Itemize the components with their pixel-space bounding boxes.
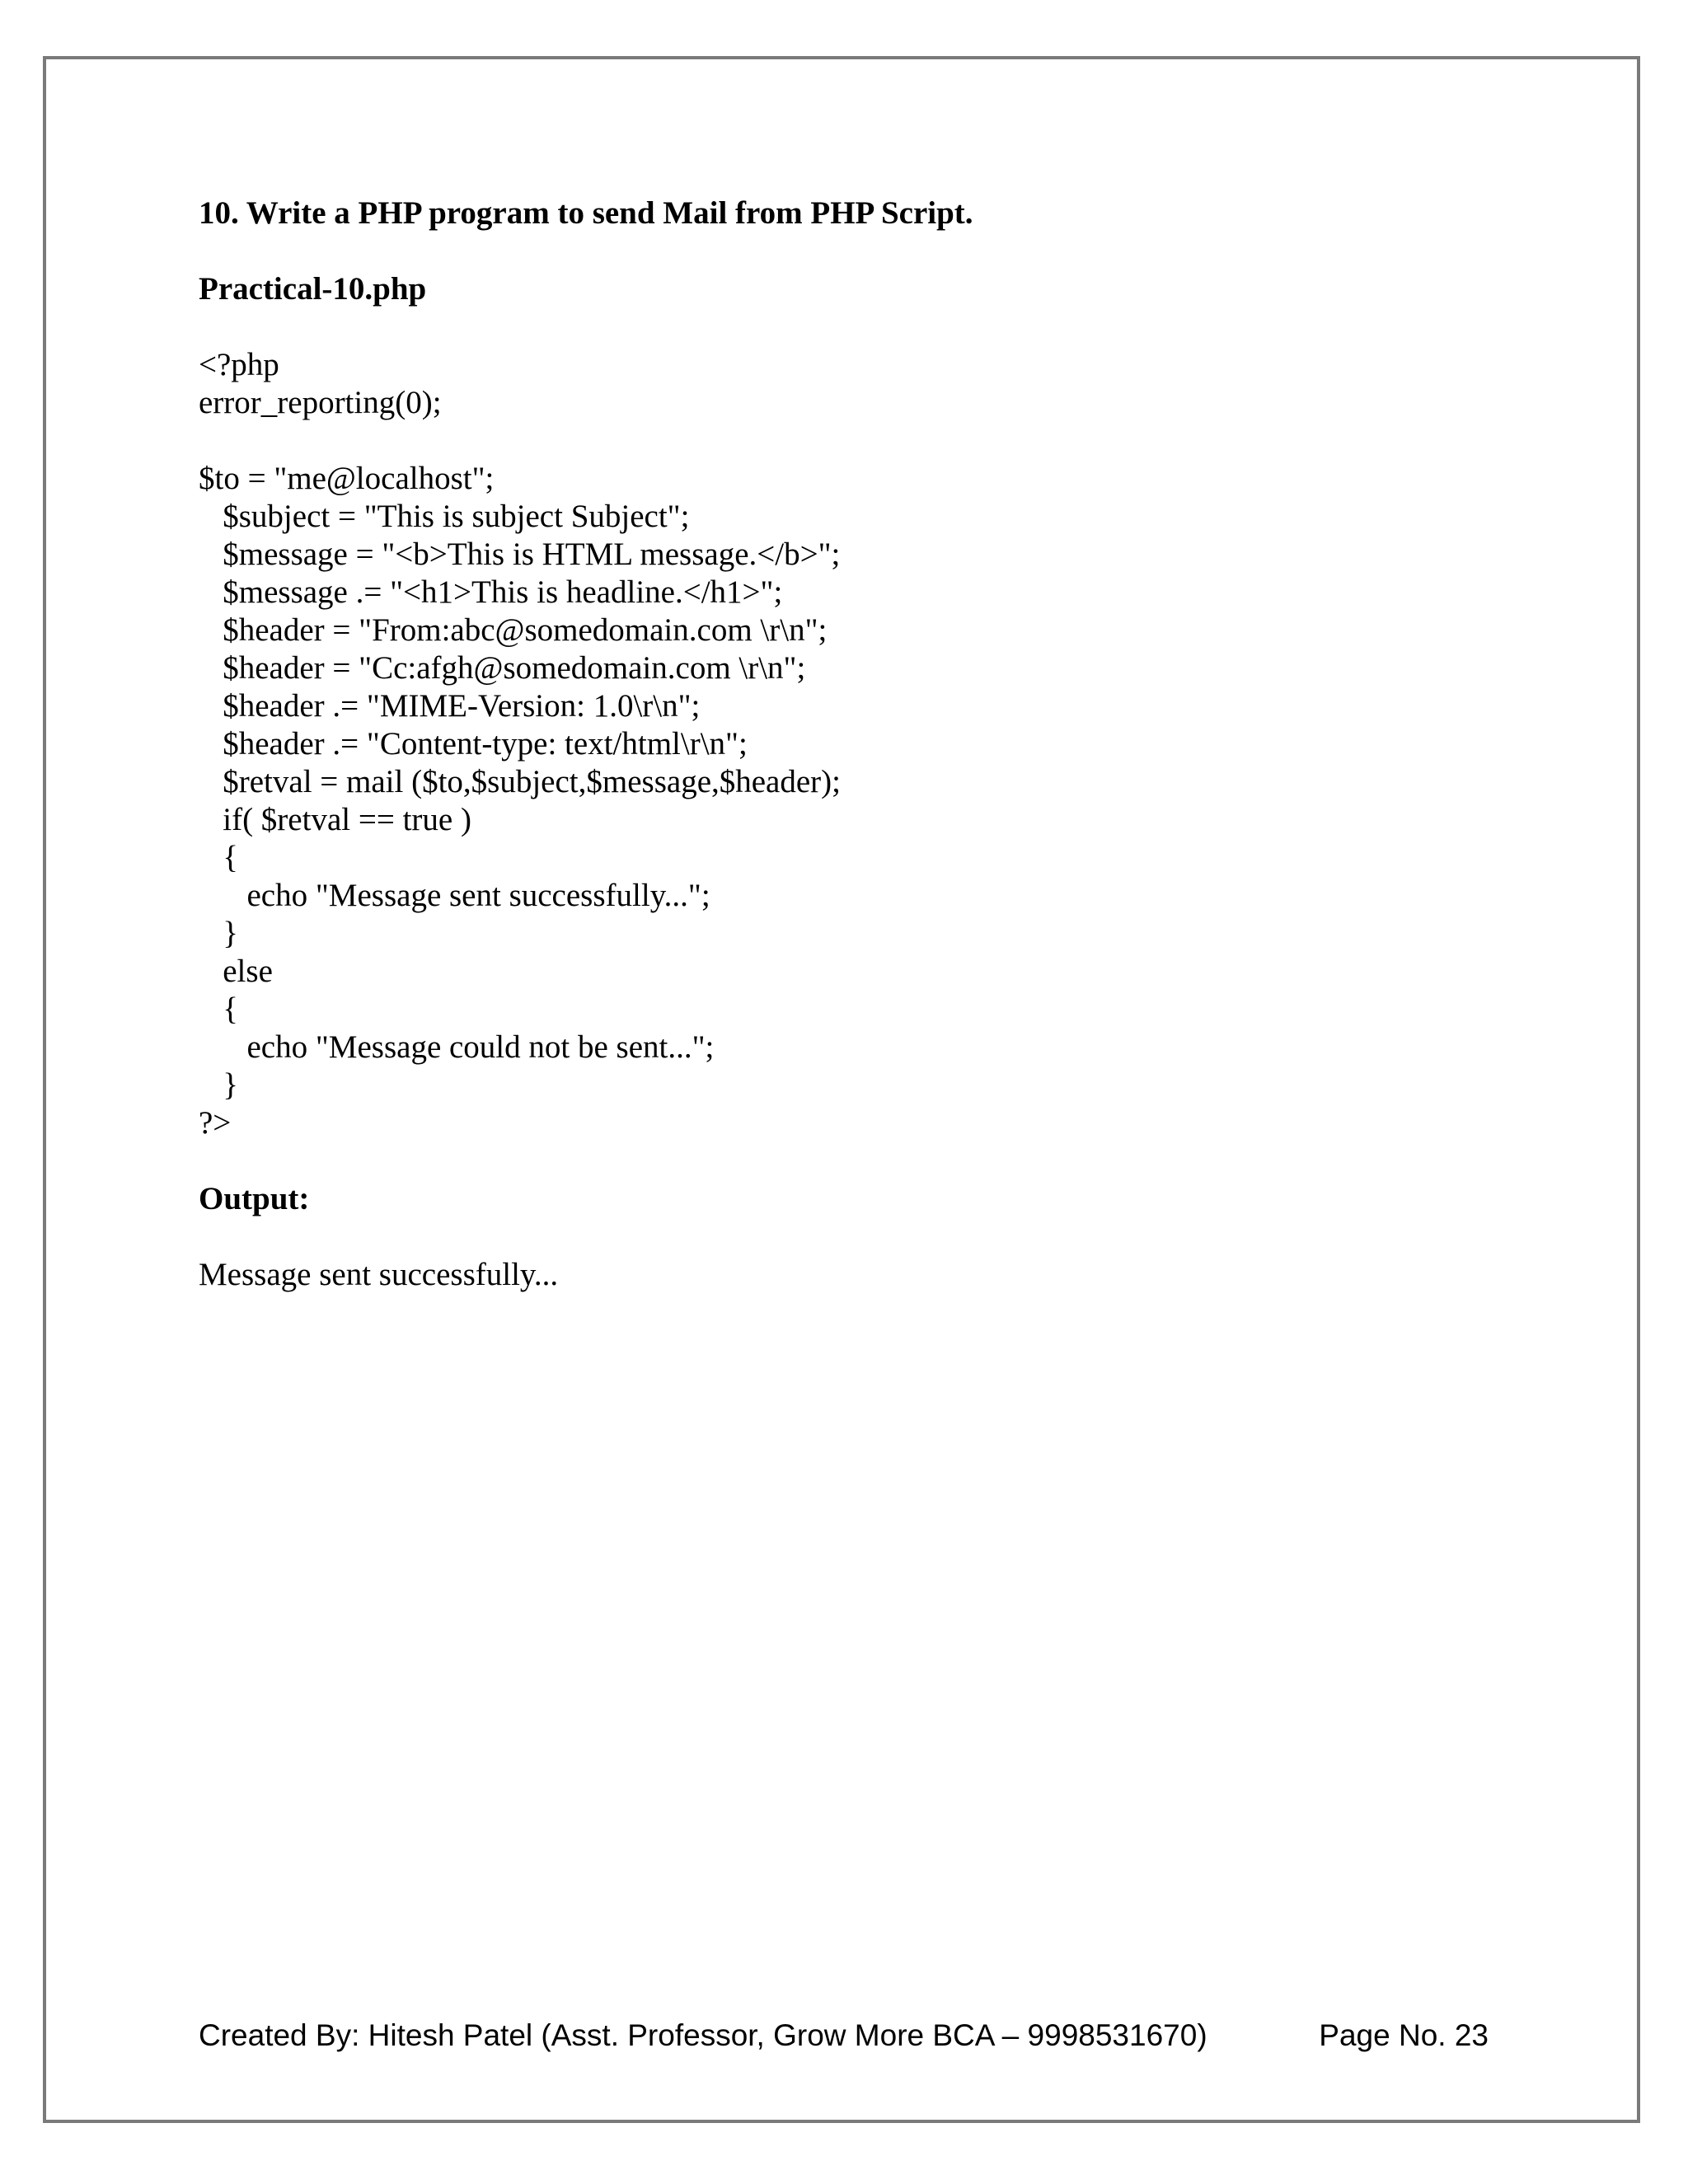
document-body: [199, 194, 1517, 1294]
page-number: Page No. 23: [1319, 2018, 1489, 2052]
code-line: else: [199, 954, 273, 989]
code-line: echo "Message sent successfully...";: [199, 878, 710, 913]
code-line: $to = "me@localhost";: [199, 461, 495, 496]
code-line: $retval = mail ($to,$subject,$message,$header);: [199, 764, 841, 799]
code-line: error_reporting(0);: [199, 385, 442, 420]
question-heading: 10. Write a PHP program to send Mail from PHP Script.: [199, 195, 973, 231]
code-line: <?php: [199, 347, 279, 382]
code-line: if( $retval == true ): [199, 802, 471, 837]
code-line: $subject = "This is subject Subject";: [199, 499, 690, 534]
code-block: [199, 346, 1517, 1142]
footer-credit: Created By: Hitesh Patel (Asst. Professor, Grow More BCA – 9998531670): [199, 2018, 1207, 2052]
code-line: $header = "From:abc@somedomain.com \r\n";: [199, 612, 828, 648]
output-heading: Output:: [199, 1181, 310, 1216]
code-line: $header = "Cc:afgh@somedomain.com \r\n";: [199, 650, 806, 686]
code-line: $header .= "MIME-Version: 1.0\r\n";: [199, 688, 701, 724]
code-line: ?>: [199, 1105, 232, 1141]
code-line: $message .= "<h1>This is headline.</h1>";: [199, 574, 783, 610]
output-text: Message sent successfully...: [199, 1257, 559, 1292]
filename-heading: Practical-10.php: [199, 271, 427, 307]
code-line: $message = "<b>This is HTML message.</b>";: [199, 537, 841, 572]
code-line: [199, 422, 1517, 460]
code-line: {: [199, 840, 238, 875]
code-line: }: [199, 1067, 238, 1103]
code-line: $header .= "Content-type: text/html\r\n";: [199, 726, 748, 762]
code-line: }: [199, 916, 238, 951]
code-line: echo "Message could not be sent...";: [199, 1029, 715, 1065]
code-line: {: [199, 991, 238, 1027]
